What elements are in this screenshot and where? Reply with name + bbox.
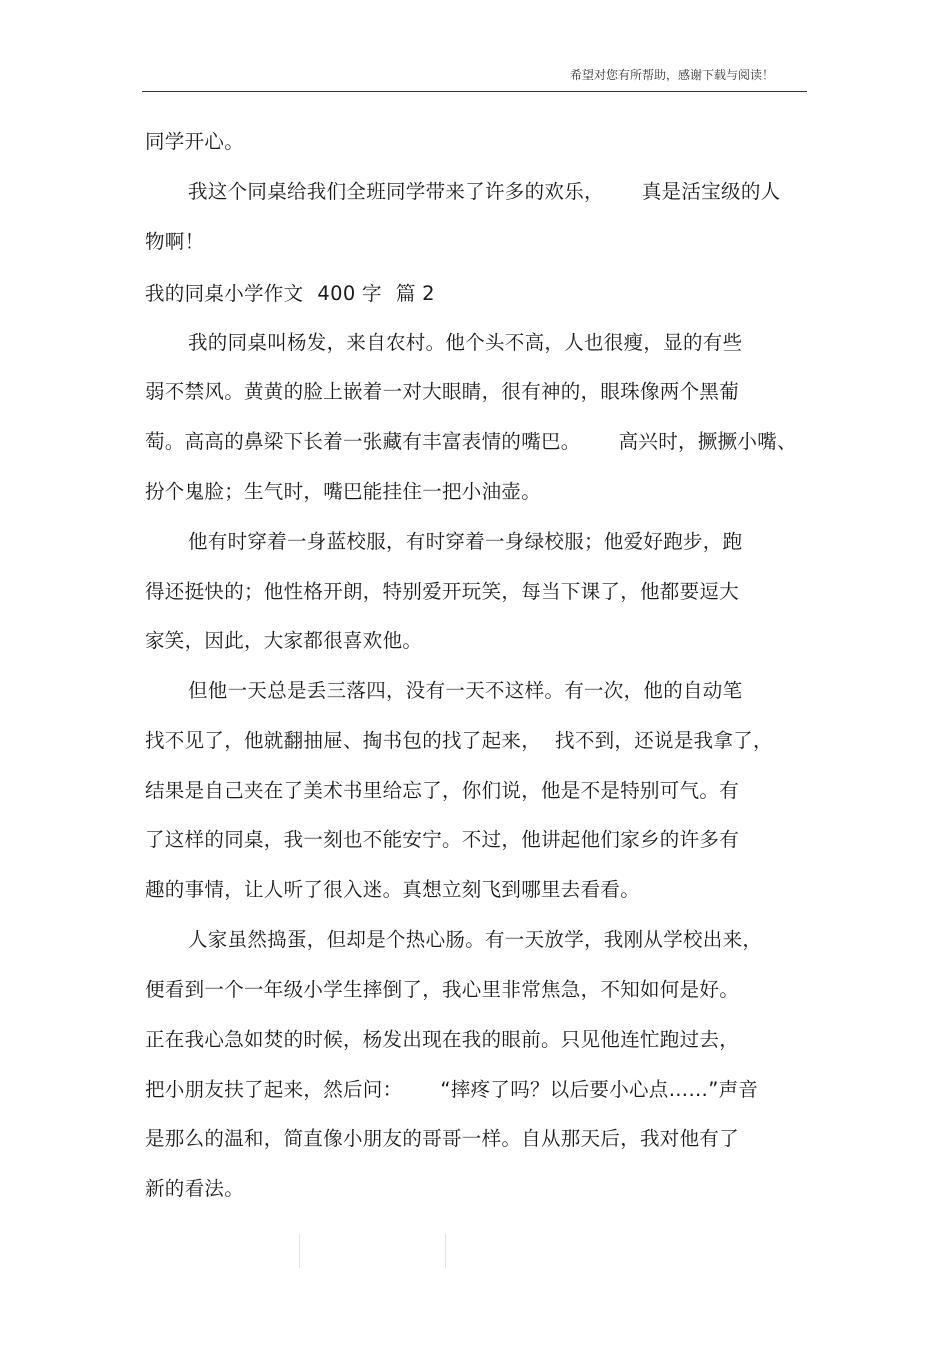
- text-line: [145, 1076, 758, 1104]
- text-line: 物啊！: [145, 230, 205, 253]
- text-line: [145, 727, 773, 755]
- text-line: 同学开心。: [145, 130, 245, 153]
- heading-word-count: 400 字: [317, 282, 382, 305]
- text-line: 是那么的温和，简直像小朋友的哥哥一样。自从那天后，我对他有了: [145, 1127, 740, 1150]
- text-line: 正在我心急如焚的时候，杨发出现在我的眼前。只见他连忙跑过去，: [145, 1028, 740, 1051]
- page-header-note: 希望对您有所帮助，感谢下载与阅读！: [569, 68, 774, 82]
- text-fragment: “摔疼了吗？以后要小心点……”声音: [440, 1078, 759, 1101]
- text-line: 结果是自己夹在了美术书里给忘了，你们说，他是不是特别可气。有: [145, 779, 740, 802]
- footer-divider: [445, 1234, 446, 1268]
- text-line: 便看到一个一年级小学生摔倒了，我心里非常焦急，不知如何是好。: [145, 978, 740, 1001]
- text-line: 了这样的同桌，我一刻也不能安宁。不过，他讲起他们家乡的许多有: [145, 828, 740, 851]
- footer-divider: [299, 1234, 300, 1268]
- text-line: 趣的事情，让人听了很入迷。真想立刻飞到哪里去看看。: [145, 878, 641, 901]
- heading-title: 我的同桌小学作文: [145, 282, 304, 305]
- text-line: 家笑，因此，大家都很喜欢他。: [145, 629, 423, 652]
- section-heading: [145, 280, 435, 308]
- text-fragment: 真是活宝级的人: [641, 180, 781, 203]
- header-divider: [142, 91, 807, 92]
- text-line: [145, 428, 797, 456]
- text-line: 人家虽然捣蛋，但却是个热心肠。有一天放学，我刚从学校出来，: [188, 928, 763, 951]
- text-fragment: 把小朋友扶了起来，然后问：: [145, 1078, 403, 1101]
- text-line: 弱不禁风。黄黄的脸上嵌着一对大眼睛，很有神的，眼珠像两个黑葡: [145, 380, 740, 403]
- text-fragment: 找不到，还说是我拿了，: [555, 729, 773, 752]
- text-line: 扮个鬼脸；生气时，嘴巴能挂住一把小油壶。: [145, 480, 542, 503]
- text-fragment: 我这个同桌给我们全班同学带来了许多的欢乐，: [188, 180, 604, 203]
- text-line: 新的看法。: [145, 1177, 245, 1200]
- text-line: [188, 178, 780, 206]
- text-line: 但他一天总是丢三落四，没有一天不这样。有一次，他的自动笔: [188, 679, 743, 702]
- heading-part: 篇 2: [395, 282, 435, 305]
- text-fragment: 高兴时，撅撅小嘴、: [618, 430, 797, 453]
- text-fragment: 萄。高高的鼻梁下长着一张藏有丰富表情的嘴巴。: [145, 430, 581, 453]
- text-line: 我的同桌叫杨发，来自农村。他个头不高，人也很瘦，显的有些: [188, 331, 743, 354]
- text-fragment: 找不见了，他就翻抽屉、掏书包的找了起来，: [145, 729, 542, 752]
- text-line: 他有时穿着一身蓝校服，有时穿着一身绿校服；他爱好跑步，跑: [188, 530, 743, 553]
- text-line: 得还挺快的；他性格开朗，特别爱开玩笑，每当下课了，他都要逗大: [145, 580, 740, 603]
